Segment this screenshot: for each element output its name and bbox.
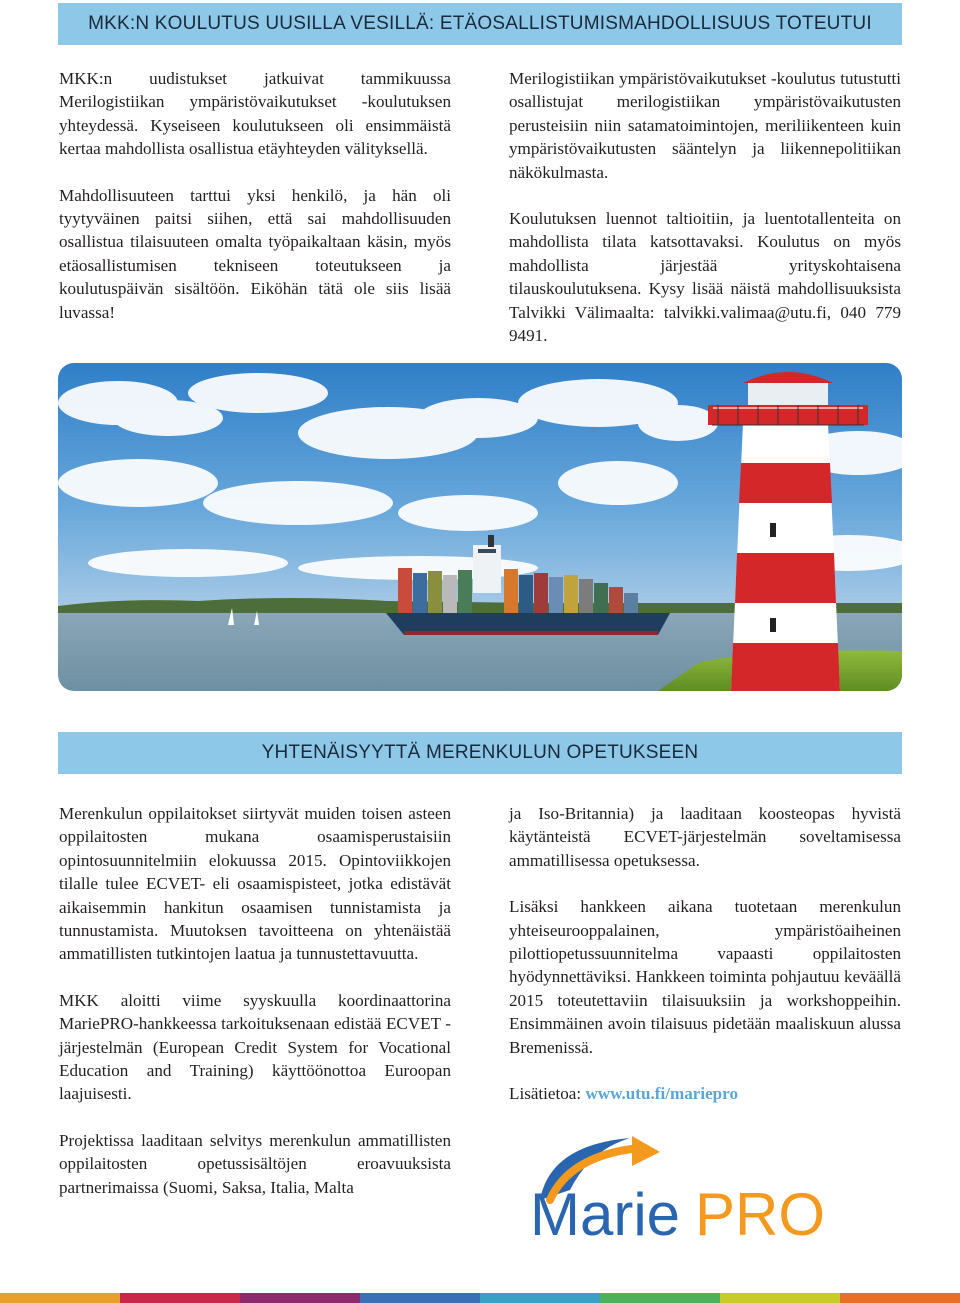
footer-segment: [0, 1293, 120, 1303]
footer-segment: [240, 1293, 360, 1303]
section2-right-column: [509, 802, 901, 1128]
paragraph: Koulutuksen luennot taltioitiin, ja luentotallenteita on mahdollista tilata katsottavaksi. Koulutus on myös mahdollista järjestää yrityskohtaisena tilauskoulutuksena. Kysy lisää näistä mahdollisuuksista Talvikki Välimaalta: talvikki.valimaa@utu.fi, 040 779 9491.: [509, 209, 901, 346]
footer-segment: [480, 1293, 600, 1303]
footer-segment: [120, 1293, 240, 1303]
paragraph: Lisäksi hankkeen aikana tuotetaan merenkulun yhteiseurooppalainen, ympäristöaiheinen pilottiopetussuunnitelma vapaasti oppilaitosten hyödynnettäviksi. Hankkeen toiminta pohjautuu keväällä 2015 toteutettaviin tilaisuuksiin ja workshoppeihin. Ensimmäinen avoin tilaisuus pidetään maaliskuun alussa Bremenissä.: [509, 897, 901, 1057]
section-title: YHTENÄISYYTTÄ MERENKULUN OPETUKSEEN: [261, 742, 699, 763]
section-title-banner: [58, 3, 902, 45]
footer-color-bar: [0, 1293, 960, 1303]
lighthouse-ship-photo: [58, 363, 902, 691]
svg-text:Marie: Marie: [530, 1181, 681, 1248]
svg-text:PRO: PRO: [695, 1181, 826, 1248]
paragraph: Mahdollisuuteen tarttui yksi henkilö, ja hän oli tyytyväinen paitsi siihen, että sai mahdollisuuden osallistua tilaisuuteen omalta työpaikaltaan käsin, myös etäosallistumisen tekniseen toteutukseen ja koulutuspäivän sisältöön. Eiköhän tätä ole siis lisää luvassa!: [59, 185, 451, 322]
section-title-banner: [58, 732, 902, 774]
mariepro-logo: [510, 1130, 855, 1250]
paragraph: ja Iso-Britannia) ja laaditaan koosteopas hyvistä käytänteistä ECVET-järjestelmän soveltamisessa ammatillisessa opetuksessa.: [509, 804, 901, 870]
footer-segment: [360, 1293, 480, 1303]
paragraph: Merilogistiikan ympäristövaikutukset -koulutus tutustutti osallistujat merilogistiikan ympäristövaikutusten perusteisiin niin satamatoimintojen, meriliikenteen kuin ympäristövaikutusten sääntelyn ja liikennepolitiikan näkökulmasta.: [509, 69, 901, 182]
more-info-label: Lisätietoa:: [509, 1084, 582, 1104]
paragraph: Merenkulun oppilaitokset siirtyvät muiden toisen asteen oppilaitosten mukana osaamisperustaisiin opintosuunnitelmiin elokuussa 2015. Opintoviikkojen tilalle tulee ECVET- eli osaamispisteet, jotka edistävät aikaisemmin hankitun osaamisen tunnistamista ja tunnustamista. Muutoksen tavoitteena on yhtenäistää ammatillisten tutkintojen laatua ja tunnustettavuutta.: [59, 804, 451, 964]
section-title: MKK:N KOULUTUS UUSILLA VESILLÄ: ETÄOSALLISTUMISMAHDOLLISUUS TOTEUTUI: [88, 13, 872, 34]
footer-segment: [720, 1293, 840, 1303]
footer-segment: [600, 1293, 720, 1303]
footer-segment: [840, 1293, 960, 1303]
paragraph: MKK aloitti viime syyskuulla koordinaattorina MariePRO-hankkeessa tarkoituksenaan edistää ECVET -järjestelmän (European Credit System for Vocational Education and Training) käyttöönottoa Euroopan laajuisesti.: [59, 990, 451, 1104]
paragraph: Projektissa laaditaan selvitys merenkulun ammatillisten oppilaitosten opetussisältöjen eroavuuksista partnerimaissa (Suomi, Saksa, Italia, Malta: [59, 1130, 451, 1197]
section2-left-column: [59, 802, 451, 1222]
mariepro-link[interactable]: www.utu.fi/mariepro: [585, 1084, 739, 1104]
paragraph: MKK:n uudistukset jatkuivat tammikuussa Merilogistiikan ympäristövaikutukset -koulutuksen yhteydessä. Kyseiseen koulutukseen oli ensimmäistä kertaa mahdollista osallistua etäyhteyden välityksellä.: [59, 69, 451, 159]
section1-left-column: [59, 67, 451, 347]
section1-right-column: [509, 67, 901, 370]
more-info-line: [509, 1082, 901, 1105]
